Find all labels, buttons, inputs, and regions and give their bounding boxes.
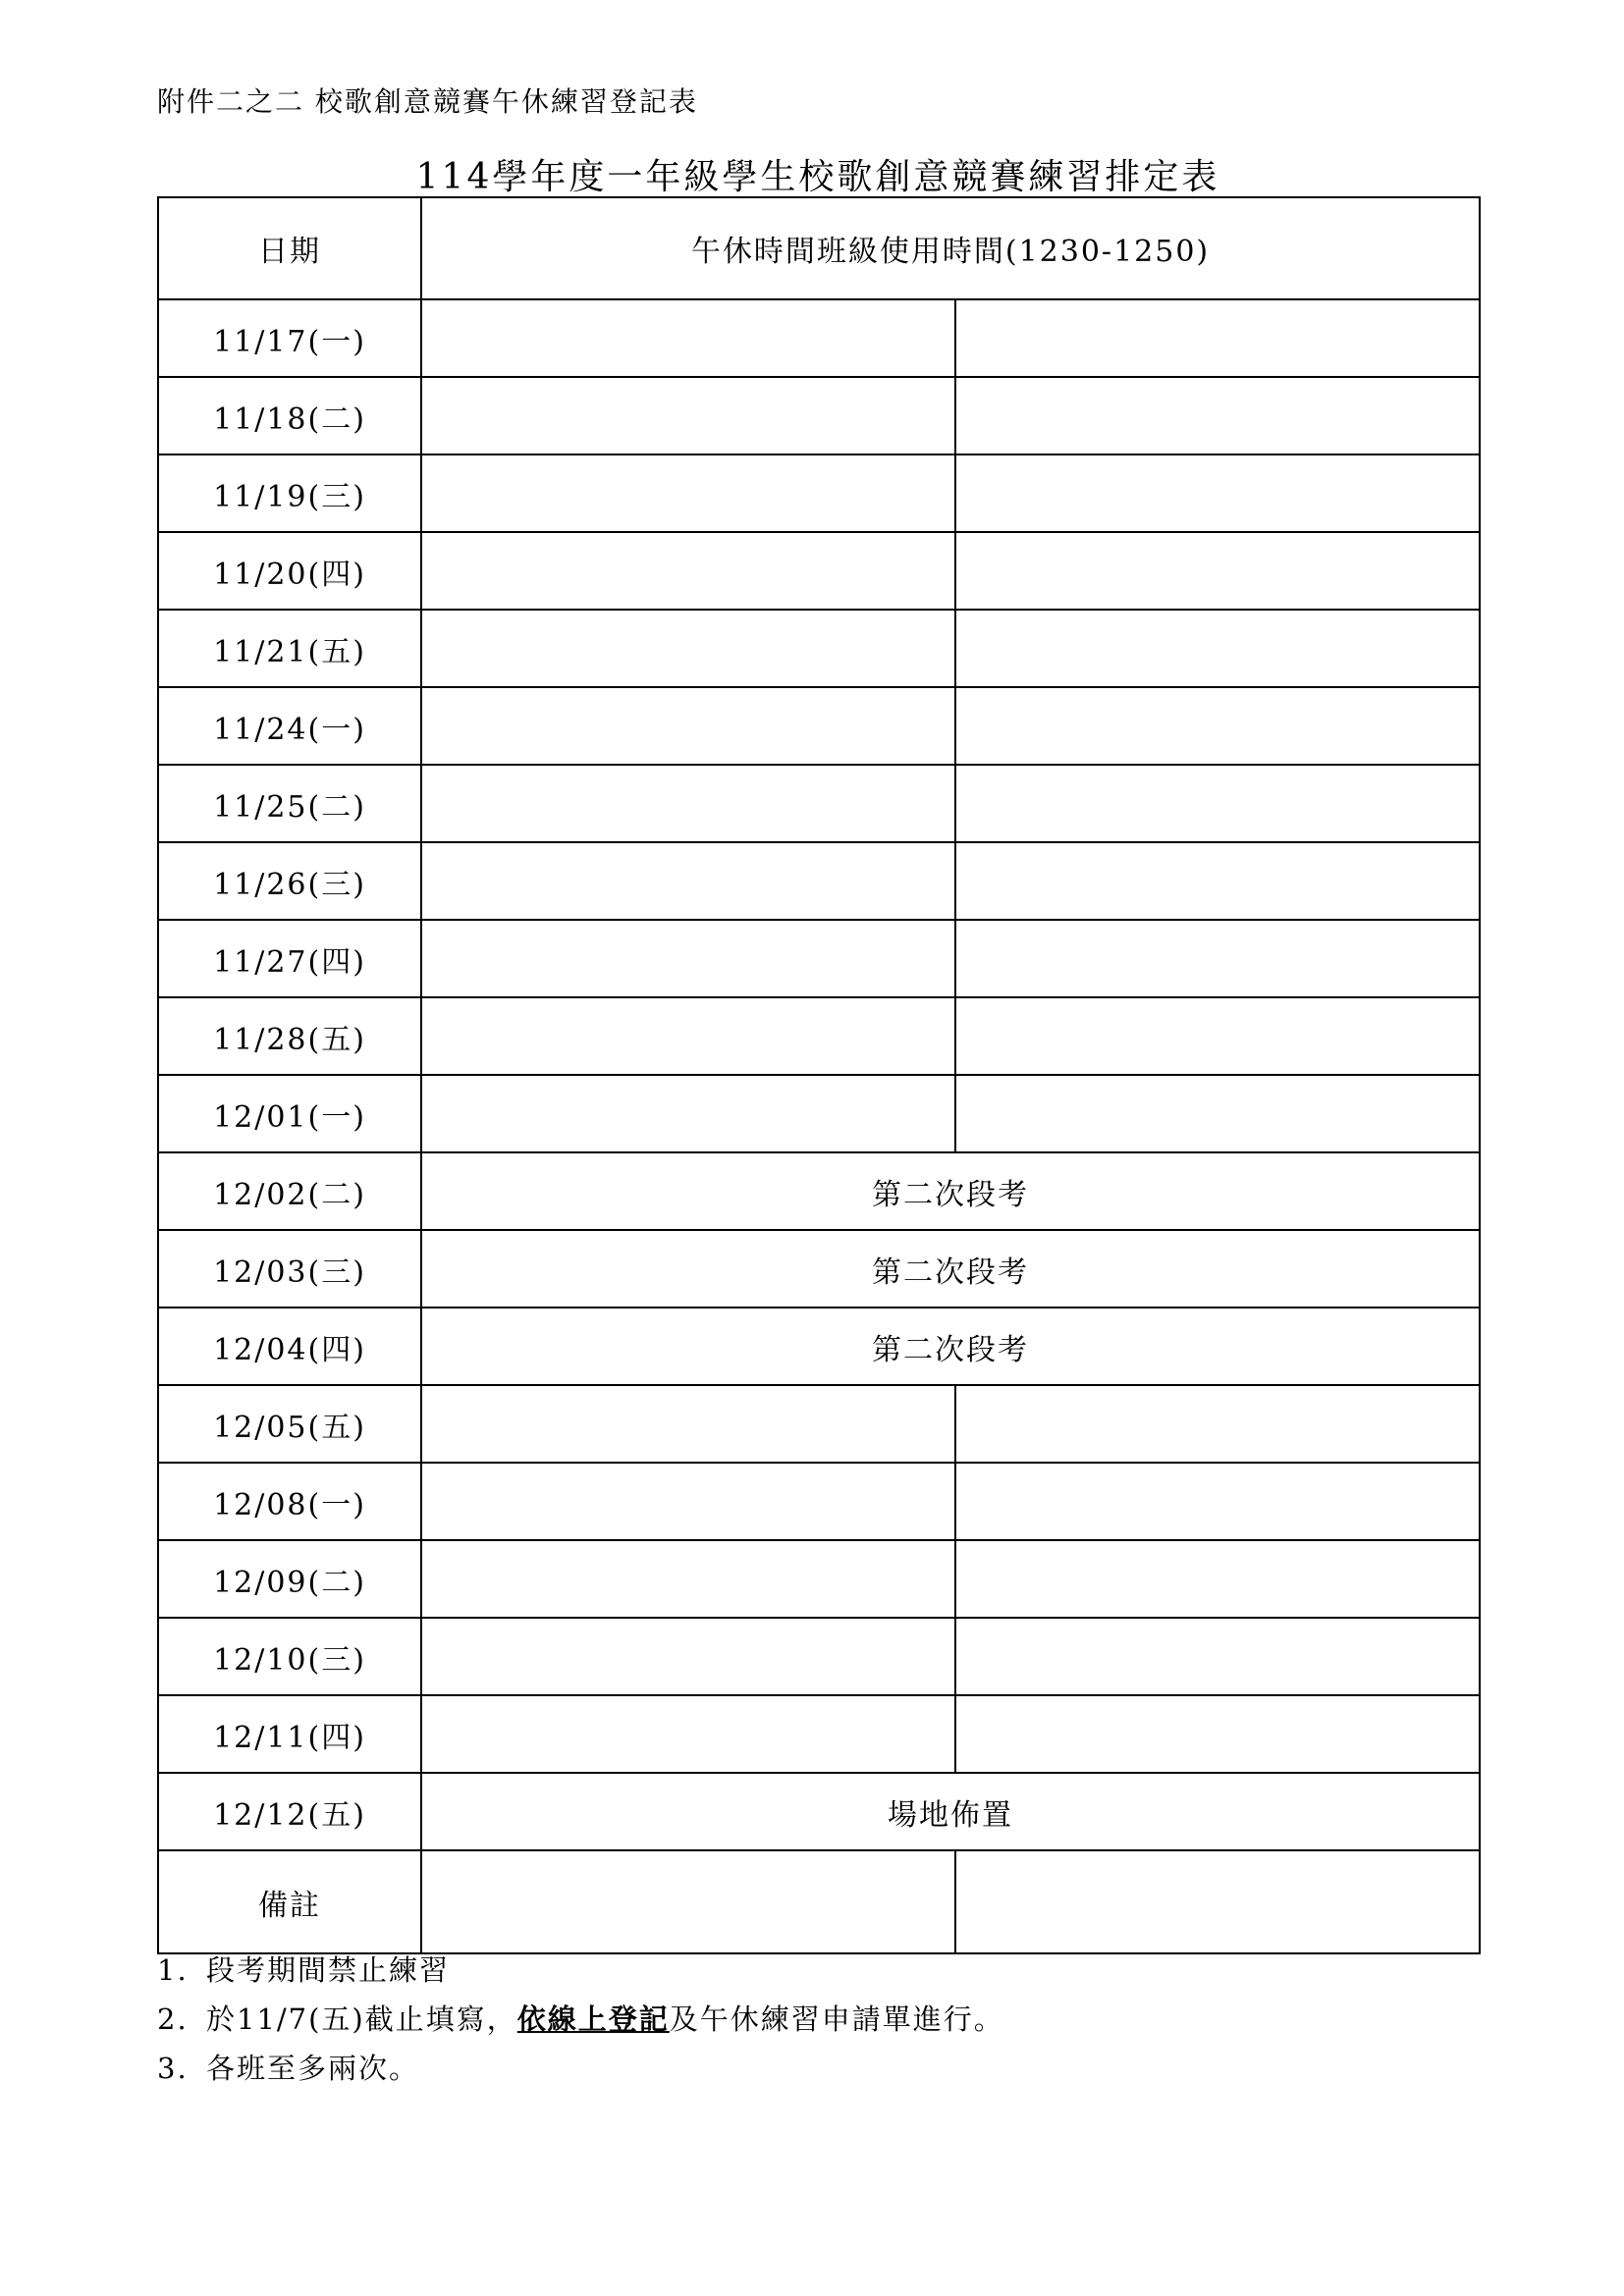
table-row (158, 1695, 1480, 1773)
class-slot-1[interactable] (421, 1075, 955, 1152)
class-slot-1[interactable] (421, 765, 955, 842)
class-slot-2[interactable] (955, 997, 1480, 1075)
date-column-header: 日期 (158, 197, 421, 299)
class-slot-2[interactable] (955, 610, 1480, 687)
class-slot-2[interactable] (955, 842, 1480, 920)
row-merged-note: 第二次段考 (421, 1308, 1480, 1385)
table-row (158, 454, 1480, 532)
table-row (158, 1152, 1480, 1230)
remark-slot-2[interactable] (955, 1850, 1480, 1953)
class-slot-1[interactable] (421, 687, 955, 765)
row-date: 12/02(二) (158, 1152, 421, 1230)
class-slot-2[interactable] (955, 454, 1480, 532)
table-row (158, 765, 1480, 842)
table-row (158, 299, 1480, 377)
table-row (158, 920, 1480, 997)
note-text: 各班至多兩次。 (206, 2052, 420, 2085)
table-row (158, 377, 1480, 454)
row-date: 12/11(四) (158, 1695, 421, 1773)
class-slot-2[interactable] (955, 765, 1480, 842)
table-row (158, 1773, 1480, 1850)
practice-schedule-table (157, 196, 1481, 1954)
note-number: 3. (157, 2052, 189, 2085)
document-title: 114學年度一年級學生校歌創意競賽練習排定表 (415, 157, 1220, 197)
row-date: 12/04(四) (158, 1308, 421, 1385)
class-slot-1[interactable] (421, 610, 955, 687)
table-row (158, 1618, 1480, 1695)
class-slot-1[interactable] (421, 454, 955, 532)
table-row (158, 610, 1480, 687)
note-number: 2. (157, 2002, 189, 2036)
remark-label: 備註 (158, 1850, 421, 1953)
table-row (158, 1385, 1480, 1463)
note-item (157, 1946, 1004, 1995)
row-merged-note: 第二次段考 (421, 1230, 1480, 1308)
class-slot-2[interactable] (955, 1695, 1480, 1773)
row-date: 12/08(一) (158, 1463, 421, 1540)
table-row (158, 842, 1480, 920)
class-slot-1[interactable] (421, 299, 955, 377)
row-date: 12/01(一) (158, 1075, 421, 1152)
class-slot-2[interactable] (955, 920, 1480, 997)
table-header-row (158, 197, 1480, 299)
note-text-after: 及午休練習申請單進行。 (669, 2002, 1004, 2036)
class-slot-2[interactable] (955, 1385, 1480, 1463)
note-item (157, 1995, 1004, 2044)
table-row (158, 532, 1480, 610)
note-number: 1. (157, 1953, 189, 1987)
class-slot-2[interactable] (955, 1075, 1480, 1152)
slots-column-header: 午休時間班級使用時間(1230-1250) (421, 197, 1480, 299)
class-slot-1[interactable] (421, 532, 955, 610)
row-merged-note: 場地佈置 (421, 1773, 1480, 1850)
table-row (158, 997, 1480, 1075)
row-date: 11/21(五) (158, 610, 421, 687)
table-row (158, 687, 1480, 765)
class-slot-2[interactable] (955, 532, 1480, 610)
note-emphasis: 依線上登記 (516, 2002, 670, 2036)
row-date: 12/03(三) (158, 1230, 421, 1308)
remark-row (158, 1850, 1480, 1953)
class-slot-2[interactable] (955, 1618, 1480, 1695)
class-slot-1[interactable] (421, 377, 955, 454)
note-text: 於11/7(五)截止填寫， (206, 2002, 517, 2036)
table-row (158, 1540, 1480, 1618)
class-slot-1[interactable] (421, 920, 955, 997)
row-date: 11/17(一) (158, 299, 421, 377)
class-slot-1[interactable] (421, 842, 955, 920)
row-merged-note: 第二次段考 (421, 1152, 1480, 1230)
notes-list (157, 1946, 1004, 2093)
class-slot-1[interactable] (421, 1463, 955, 1540)
row-date: 11/28(五) (158, 997, 421, 1075)
row-date: 11/27(四) (158, 920, 421, 997)
table-row (158, 1463, 1480, 1540)
row-date: 12/12(五) (158, 1773, 421, 1850)
class-slot-2[interactable] (955, 1463, 1480, 1540)
table-row (158, 1308, 1480, 1385)
class-slot-1[interactable] (421, 1618, 955, 1695)
row-date: 11/24(一) (158, 687, 421, 765)
remark-slot-1[interactable] (421, 1850, 955, 1953)
row-date: 11/26(三) (158, 842, 421, 920)
attachment-header: 附件二之二 校歌創意競賽午休練習登記表 (157, 85, 698, 118)
row-date: 12/10(三) (158, 1618, 421, 1695)
row-date: 11/20(四) (158, 532, 421, 610)
note-item (157, 2044, 1004, 2093)
row-date: 11/25(二) (158, 765, 421, 842)
class-slot-2[interactable] (955, 687, 1480, 765)
row-date: 11/19(三) (158, 454, 421, 532)
row-date: 11/18(二) (158, 377, 421, 454)
class-slot-2[interactable] (955, 377, 1480, 454)
note-text: 段考期間禁止練習 (206, 1953, 451, 1987)
class-slot-1[interactable] (421, 997, 955, 1075)
table-row (158, 1075, 1480, 1152)
row-date: 12/05(五) (158, 1385, 421, 1463)
class-slot-1[interactable] (421, 1385, 955, 1463)
class-slot-1[interactable] (421, 1540, 955, 1618)
class-slot-2[interactable] (955, 1540, 1480, 1618)
class-slot-1[interactable] (421, 1695, 955, 1773)
class-slot-2[interactable] (955, 299, 1480, 377)
row-date: 12/09(二) (158, 1540, 421, 1618)
table-row (158, 1230, 1480, 1308)
